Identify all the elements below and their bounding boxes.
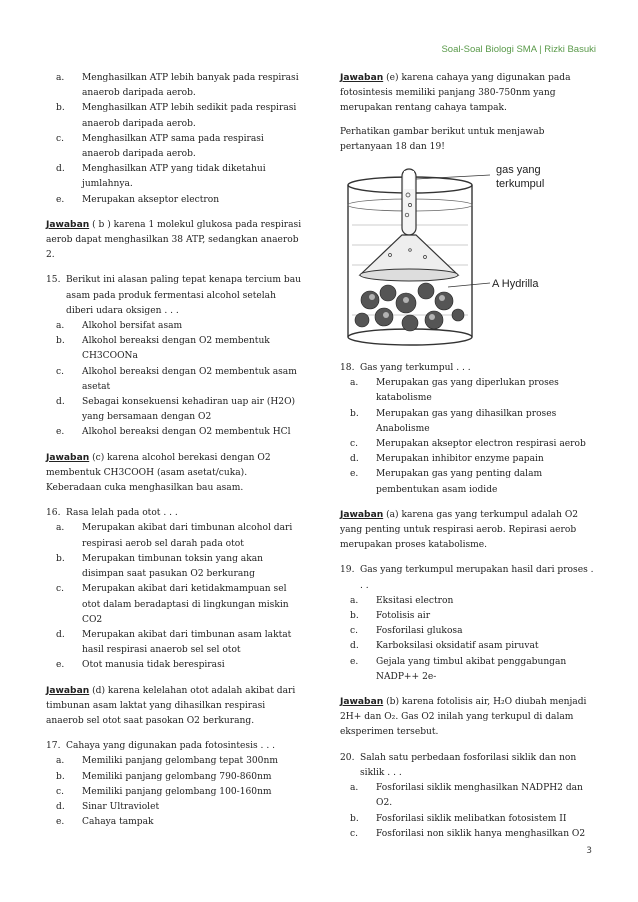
option-letter: a. bbox=[56, 321, 65, 332]
q19-options bbox=[340, 594, 594, 685]
option-item bbox=[350, 407, 594, 437]
question-19: 19. Gas yang terkumpul merupakan hasil dari proses . . . bbox=[340, 565, 594, 591]
option-item bbox=[56, 628, 302, 658]
option-letter: c. bbox=[56, 786, 64, 797]
question-18: 18. Gas yang terkumpul . . . bbox=[340, 363, 471, 374]
option-text: Menghasilkan ATP sama pada respirasi anaerob daripada aerob. bbox=[82, 133, 264, 160]
option-text: Memiliki panjang gelombang 100-160nm bbox=[82, 786, 272, 797]
option-text: Merupakan gas yang dihasilkan proses Anabolisme bbox=[376, 408, 557, 434]
option-item bbox=[350, 781, 594, 811]
answer-17: Jawaban (e) karena cahaya yang digunakan pada fotosintesis memiliki panjang 380-750nm yang merupakan rentang cahaya tampak. bbox=[340, 73, 571, 114]
option-item bbox=[56, 101, 302, 131]
option-letter: d. bbox=[56, 629, 65, 640]
answer-label: Jawaban bbox=[46, 219, 90, 230]
option-letter: e. bbox=[56, 427, 65, 438]
option-item bbox=[56, 71, 302, 101]
option-text: Merupakan akibat dari ketidakmampuan sel otot dalam beradaptasi di lingkungan miskin CO2 bbox=[82, 584, 289, 625]
question-20: 20. Salah satu perbedaan fosforilasi siklik dan non siklik . . . bbox=[340, 752, 577, 778]
answer-19: Jawaban (b) karena fotolisis air, H₂O diubah menjadi 2H+ dan O₂. Gas O2 inilah yang terkupul di dalam eksperimen tersebut. bbox=[340, 697, 587, 738]
right-column bbox=[340, 71, 594, 842]
option-letter: e. bbox=[56, 194, 65, 205]
answer-16: Jawaban (d) karena kelelahan otot adalah akibat dari timbunan asam laktat yang dihasilkan respirasi anaerob sel otot saat pasokan O2 berkurang. bbox=[46, 685, 296, 726]
option-item bbox=[350, 639, 594, 654]
option-text: Gejala yang timbul akibat penggabungan NADP++ 2e- bbox=[376, 656, 567, 682]
question-15: 15. Berikut ini alasan paling tepat kenapa tercium bau asam pada produk fermentasi alcohol setelah diberi udara oksigen . . . bbox=[46, 275, 301, 316]
option-text: Alkohol bersifat asam bbox=[82, 321, 183, 332]
option-letter: c. bbox=[56, 366, 64, 377]
option-letter: a. bbox=[350, 378, 359, 389]
gas-label: gas yang terkumpul bbox=[496, 165, 545, 191]
experiment-illustration bbox=[340, 165, 594, 351]
option-letter: d. bbox=[350, 454, 359, 465]
answer-label: Jawaban bbox=[46, 685, 90, 696]
option-letter: b. bbox=[350, 408, 359, 419]
option-letter: d. bbox=[56, 397, 65, 408]
option-letter: c. bbox=[350, 439, 358, 450]
option-letter: d. bbox=[56, 164, 65, 175]
option-text: Cahaya tampak bbox=[82, 817, 154, 828]
option-text: Fotolisis air bbox=[376, 611, 431, 622]
question-17: 17. Cahaya yang digunakan pada fotosintesis . . . bbox=[46, 741, 276, 752]
answer-label: Jawaban bbox=[340, 509, 384, 520]
answer-label: Jawaban bbox=[46, 452, 90, 463]
option-letter: b. bbox=[350, 611, 359, 622]
option-item bbox=[56, 552, 302, 582]
running-header: Soal-Soal Biologi SMA | Rizki Basuki bbox=[441, 44, 596, 55]
option-text: Fosforilasi siklik melibatkan fotosistem II bbox=[376, 813, 567, 824]
option-item bbox=[56, 658, 302, 673]
option-text: Menghasilkan ATP yang tidak diketahui jumlahnya. bbox=[82, 164, 266, 190]
option-item bbox=[56, 425, 302, 440]
option-text: Memiliki panjang gelombang 790-860nm bbox=[82, 771, 272, 782]
option-item bbox=[350, 594, 594, 609]
option-item bbox=[56, 521, 302, 551]
option-letter: b. bbox=[56, 336, 65, 347]
option-letter: e. bbox=[56, 660, 65, 671]
option-item bbox=[350, 437, 594, 452]
option-item bbox=[350, 609, 594, 624]
option-letter: e. bbox=[350, 656, 359, 667]
option-item bbox=[56, 785, 302, 800]
option-text: Memiliki panjang gelombang tepat 300nm bbox=[82, 756, 278, 767]
option-item bbox=[350, 467, 594, 497]
option-text: Sebagai konsekuensi kehadiran uap air (H2O) yang bersamaan dengan O2 bbox=[82, 397, 296, 423]
option-item bbox=[350, 655, 594, 685]
option-text: Merupakan akseptor electron bbox=[82, 194, 220, 205]
option-item bbox=[56, 770, 302, 785]
option-item bbox=[56, 395, 302, 425]
option-letter: a. bbox=[56, 756, 65, 767]
option-item bbox=[56, 162, 302, 192]
option-item bbox=[56, 815, 302, 830]
option-letter: e. bbox=[56, 817, 65, 828]
option-letter: b. bbox=[350, 813, 359, 824]
option-letter: d. bbox=[56, 801, 65, 812]
answer-18: Jawaban (a) karena gas yang terkumpul adalah O2 yang penting untuk respirasi aerob. Repirasi aerob merupakan proses katabolisme. bbox=[340, 509, 579, 551]
option-text: Eksitasi electron bbox=[376, 595, 454, 606]
option-text: Sinar Ultraviolet bbox=[82, 801, 160, 812]
option-item bbox=[56, 582, 302, 628]
option-item bbox=[350, 376, 594, 406]
option-letter: c. bbox=[56, 133, 64, 144]
left-column bbox=[46, 71, 302, 830]
option-letter: a. bbox=[350, 783, 359, 794]
option-text: Alkohol bereaksi dengan O2 membentuk HCl bbox=[82, 427, 291, 438]
option-text: Otot manusia tidak berespirasi bbox=[82, 660, 225, 671]
option-text: Alkohol bereaksi dengan O2 membentuk CH3COONa bbox=[82, 336, 270, 362]
option-text: Merupakan gas yang diperlukan proses katabolisme bbox=[376, 378, 559, 404]
q18-options bbox=[340, 376, 594, 498]
q16-options bbox=[46, 521, 302, 673]
option-item bbox=[56, 334, 302, 364]
option-text: Merupakan akseptor electron respirasi aerob bbox=[376, 439, 586, 450]
hydrilla-label: A Hydrilla bbox=[492, 278, 539, 291]
option-letter: c. bbox=[350, 626, 358, 637]
q20-options bbox=[340, 781, 594, 842]
option-text: Merupakan akibat dari timbunan asam laktat hasil respirasi anaerob sel sel otot bbox=[82, 629, 292, 656]
q17-options bbox=[46, 754, 302, 830]
option-text: Menghasilkan ATP lebih sedikit pada respirasi anaerob daripada aerob. bbox=[82, 103, 297, 129]
option-letter: c. bbox=[56, 584, 64, 595]
option-item bbox=[350, 827, 594, 842]
option-letter: c. bbox=[350, 828, 358, 839]
option-item bbox=[350, 452, 594, 467]
option-text: Alkohol bereaksi dengan O2 membentuk asam asetat bbox=[82, 366, 297, 392]
answer-label: Jawaban bbox=[340, 697, 384, 708]
option-text: Fosforilasi glukosa bbox=[376, 626, 463, 637]
option-item bbox=[56, 319, 302, 334]
option-item bbox=[56, 132, 302, 162]
option-letter: a. bbox=[56, 523, 65, 534]
option-letter: d. bbox=[350, 641, 359, 652]
option-item bbox=[56, 193, 302, 208]
option-item bbox=[350, 812, 594, 827]
option-item bbox=[350, 624, 594, 639]
option-text: Fosforilasi siklik menghasilkan NADPH2 dan O2. bbox=[376, 783, 583, 809]
option-text: Merupakan akibat dari timbunan alcohol dari respirasi aerob sel darah pada otot bbox=[82, 523, 293, 549]
option-text: Merupakan timbunan toksin yang akan disimpan saat pasukan O2 berkurang bbox=[82, 553, 264, 580]
option-letter: b. bbox=[56, 771, 65, 782]
page-number: 3 bbox=[586, 846, 592, 856]
option-letter: b. bbox=[56, 553, 65, 564]
figure-intro: Perhatikan gambar berikut untuk menjawab pertanyaan 18 dan 19! bbox=[340, 126, 545, 152]
hydrilla-experiment-figure bbox=[340, 165, 594, 351]
q15-options bbox=[46, 319, 302, 441]
answer-15: Jawaban (c) karena alcohol berekasi dengan O2 membentuk CH3COOH (asam asetat/cuka). Keberadaan cuka menghasilkan bau asam. bbox=[46, 452, 271, 494]
answer-label: Jawaban bbox=[340, 73, 384, 83]
option-letter: e. bbox=[350, 469, 359, 480]
answer-14: Jawaban ( b ) karena 1 molekul glukosa pada respirasi aerob dapat menghasilkan 38 ATP, sedangkan anaerob 2. bbox=[46, 219, 302, 261]
option-item bbox=[56, 754, 302, 769]
option-text: Menghasilkan ATP lebih banyak pada respirasi anaerob daripada aerob. bbox=[82, 73, 299, 99]
option-text: Fosforilasi non siklik hanya menghasilkan O2 bbox=[376, 828, 586, 839]
option-letter: b. bbox=[56, 103, 65, 114]
option-item bbox=[56, 800, 302, 815]
option-letter: a. bbox=[56, 73, 65, 83]
option-text: Karboksilasi oksidatif asam piruvat bbox=[376, 641, 539, 652]
option-text: Merupakan gas yang penting dalam pembentukan asam iodide bbox=[376, 469, 543, 495]
q14-options bbox=[46, 71, 302, 208]
option-item bbox=[56, 365, 302, 395]
option-text: Merupakan inhibitor enzyme papain bbox=[376, 454, 544, 465]
question-16: 16. Rasa lelah pada otot . . . bbox=[46, 508, 178, 519]
option-letter: a. bbox=[350, 595, 359, 606]
